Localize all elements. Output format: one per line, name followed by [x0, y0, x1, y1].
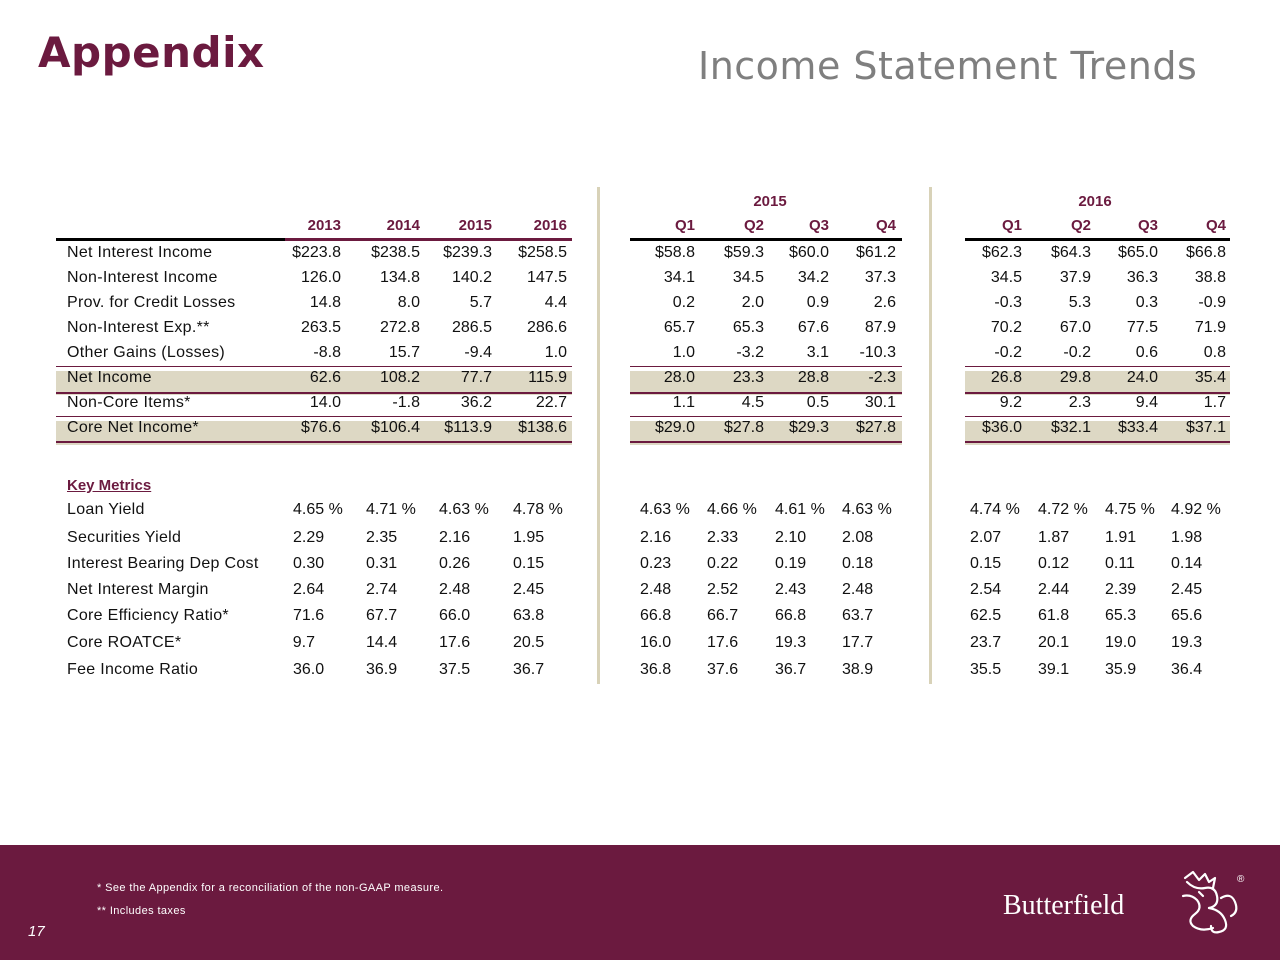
metric-q2015-value: 4.63 % [842, 501, 892, 518]
q2015-value: 65.3 [732, 319, 764, 336]
metric-q2016-value: 0.11 [1105, 555, 1135, 572]
income-row-label: Core Net Income* [67, 419, 199, 436]
q2015-value: -2.3 [868, 369, 896, 386]
metric-q2015-value: 17.6 [707, 634, 739, 651]
q2016-value: 70.2 [990, 319, 1022, 336]
metric-q2016-value: 20.1 [1038, 634, 1070, 651]
q2016-value: 24.0 [1126, 369, 1158, 386]
metric-q2016-value: 0.15 [970, 555, 1002, 572]
metric-q2015-value: 17.7 [842, 634, 874, 651]
q2015-value: 0.5 [806, 394, 829, 411]
header-year: 2013 [307, 217, 341, 234]
metric-annual-value: 67.7 [366, 607, 398, 624]
metric-q2015-value: 2.48 [640, 581, 672, 598]
q2016-value: $37.1 [1185, 419, 1226, 436]
metric-annual-value: 0.15 [513, 555, 545, 572]
section-title: Appendix [38, 28, 265, 77]
header-underline-2016 [965, 238, 1230, 241]
q2015-value: 37.3 [864, 269, 896, 286]
q2015-value: $60.0 [788, 244, 829, 261]
footer-bar [0, 845, 1280, 960]
annual-value: 286.5 [451, 319, 492, 336]
q2016-value: 9.2 [999, 394, 1022, 411]
q2015-value: 34.1 [663, 269, 695, 286]
q2016-value: $36.0 [981, 419, 1022, 436]
annual-value: 272.8 [379, 319, 420, 336]
metric-q2016-value: 65.3 [1105, 607, 1137, 624]
annual-value: 22.7 [535, 394, 567, 411]
header-year: 2016 [533, 217, 567, 234]
metric-row-label: Core Efficiency Ratio* [67, 607, 229, 624]
footnote-taxes: ** Includes taxes [97, 905, 186, 917]
annual-value: 14.0 [309, 394, 341, 411]
metric-annual-value: 36.0 [293, 661, 325, 678]
income-row-label: Non-Interest Income [67, 269, 218, 286]
metric-annual-value: 2.64 [293, 581, 325, 598]
annual-value: $138.6 [518, 419, 567, 436]
annual-value: -8.8 [313, 344, 341, 361]
row-rule [630, 416, 902, 417]
metric-q2015-value: 63.7 [842, 607, 874, 624]
annual-value: $238.5 [371, 244, 420, 261]
annual-value: $113.9 [444, 419, 492, 436]
q2015-value: 0.9 [806, 294, 829, 311]
header-2015-quarter: Q2 [743, 217, 764, 234]
header-underline-2015 [630, 238, 902, 241]
metric-q2015-value: 66.8 [775, 607, 807, 624]
metric-q2015-value: 4.63 % [640, 501, 690, 518]
metric-row-label: Securities Yield [67, 529, 182, 546]
metric-q2015-value: 4.61 % [775, 501, 825, 518]
q2016-value: 36.3 [1126, 269, 1158, 286]
metric-annual-value: 71.6 [293, 607, 325, 624]
metric-row-label: Loan Yield [67, 501, 145, 518]
row-rule [965, 366, 1230, 367]
metric-annual-value: 2.16 [439, 529, 471, 546]
metric-q2015-value: 2.08 [842, 529, 874, 546]
income-row-label: Other Gains (Losses) [67, 344, 226, 361]
metric-annual-value: 4.78 % [513, 501, 563, 518]
q2015-value: 30.1 [864, 394, 896, 411]
column-separator-left [597, 187, 600, 684]
q2015-value: $58.8 [654, 244, 695, 261]
q2015-value: $59.3 [723, 244, 764, 261]
metric-q2016-value: 39.1 [1038, 661, 1070, 678]
metric-annual-value: 2.48 [439, 581, 471, 598]
metric-row-label: Interest Bearing Dep Cost [67, 555, 259, 572]
row-rule [56, 416, 572, 417]
q2015-value: $29.3 [788, 419, 829, 436]
metric-q2016-value: 1.91 [1105, 529, 1137, 546]
metric-q2016-value: 19.3 [1171, 634, 1203, 651]
q2016-value: 77.5 [1126, 319, 1158, 336]
annual-value: 115.9 [528, 369, 567, 386]
annual-value: 140.2 [451, 269, 492, 286]
metric-q2016-value: 4.92 % [1171, 501, 1221, 518]
q2016-value: $66.8 [1185, 244, 1226, 261]
metric-q2015-value: 16.0 [640, 634, 672, 651]
header-group-2016: 2016 [1078, 193, 1112, 210]
q2016-value: 2.3 [1068, 394, 1091, 411]
q2016-value: -0.2 [1063, 344, 1091, 361]
header-underline-label [56, 238, 285, 241]
q2015-value: -10.3 [859, 344, 896, 361]
metric-annual-value: 20.5 [513, 634, 545, 651]
metric-annual-value: 36.7 [513, 661, 545, 678]
metric-q2016-value: 19.0 [1105, 634, 1137, 651]
annual-value: 62.6 [309, 369, 341, 386]
metric-row-label: Core ROATCE* [67, 634, 182, 651]
q2016-value: 38.8 [1194, 269, 1226, 286]
metric-q2016-value: 2.39 [1105, 581, 1137, 598]
q2016-value: $64.3 [1050, 244, 1091, 261]
q2016-value: 0.3 [1135, 294, 1158, 311]
income-row-label: Net Interest Income [67, 244, 213, 261]
metric-q2015-value: 4.66 % [707, 501, 757, 518]
q2016-value: 26.8 [990, 369, 1022, 386]
annual-value: $223.8 [292, 244, 341, 261]
q2016-value: 37.9 [1059, 269, 1091, 286]
page-number: 17 [28, 923, 45, 940]
q2015-value: $29.0 [654, 419, 695, 436]
annual-value: 77.7 [460, 369, 492, 386]
row-rule [965, 416, 1230, 417]
metric-annual-value: 2.45 [513, 581, 545, 598]
q2016-value: 9.4 [1135, 394, 1158, 411]
annual-value: 15.7 [388, 344, 420, 361]
metric-annual-value: 1.95 [513, 529, 545, 546]
metric-q2015-value: 2.43 [775, 581, 807, 598]
annual-value: 4.4 [544, 294, 567, 311]
q2016-value: 67.0 [1059, 319, 1091, 336]
footnote-non-gaap: * See the Appendix for a reconciliation of the non-GAAP measure. [97, 882, 444, 894]
q2015-value: 34.2 [797, 269, 829, 286]
metric-q2016-value: 4.74 % [970, 501, 1020, 518]
metric-q2015-value: 0.22 [707, 555, 739, 572]
metric-q2015-value: 36.7 [775, 661, 807, 678]
metric-q2016-value: 35.9 [1105, 661, 1137, 678]
registered-mark: ® [1237, 874, 1245, 885]
metric-annual-value: 0.31 [366, 555, 398, 572]
metric-q2015-value: 37.6 [707, 661, 739, 678]
row-rule [965, 441, 1230, 443]
metric-q2016-value: 1.98 [1171, 529, 1203, 546]
metric-q2015-value: 2.52 [707, 581, 739, 598]
butterfield-logo-text: Butterfield [1003, 890, 1125, 921]
annual-value: $106.4 [371, 419, 420, 436]
metric-q2016-value: 62.5 [970, 607, 1002, 624]
header-year: 2014 [386, 217, 420, 234]
annual-value: $76.6 [300, 419, 341, 436]
q2015-value: 23.3 [732, 369, 764, 386]
metric-q2016-value: 35.5 [970, 661, 1002, 678]
metric-annual-value: 2.29 [293, 529, 325, 546]
row-rule [56, 366, 572, 367]
annual-value: 126.0 [300, 269, 341, 286]
metric-annual-value: 14.4 [366, 634, 398, 651]
q2015-value: $27.8 [855, 419, 896, 436]
q2016-value: 0.6 [1135, 344, 1158, 361]
q2015-value: 3.1 [806, 344, 829, 361]
q2016-value: 35.4 [1194, 369, 1226, 386]
metric-annual-value: 2.35 [366, 529, 398, 546]
q2016-value: $65.0 [1117, 244, 1158, 261]
q2016-value: 5.3 [1068, 294, 1091, 311]
annual-value: 5.7 [469, 294, 492, 311]
header-group-2015: 2015 [753, 193, 787, 210]
q2015-value: 34.5 [732, 269, 764, 286]
dragon-logo-icon [1175, 868, 1247, 936]
header-2016-quarter: Q4 [1205, 217, 1226, 234]
annual-value: 8.0 [397, 294, 420, 311]
metric-q2015-value: 66.7 [707, 607, 739, 624]
header-2015-quarter: Q1 [674, 217, 695, 234]
q2016-value: 29.8 [1059, 369, 1091, 386]
q2016-value: -0.3 [994, 294, 1022, 311]
metric-annual-value: 66.0 [439, 607, 471, 624]
metric-q2016-value: 0.12 [1038, 555, 1070, 572]
metric-q2015-value: 36.8 [640, 661, 672, 678]
annual-value: 14.8 [309, 294, 341, 311]
metric-q2016-value: 2.44 [1038, 581, 1070, 598]
q2015-value: 1.0 [672, 344, 695, 361]
q2016-value: -0.9 [1198, 294, 1226, 311]
q2015-value: $27.8 [723, 419, 764, 436]
q2015-value: 87.9 [864, 319, 896, 336]
metric-q2015-value: 19.3 [775, 634, 807, 651]
metric-q2015-value: 0.19 [775, 555, 807, 572]
q2015-value: 1.1 [672, 394, 695, 411]
metric-q2015-value: 2.16 [640, 529, 672, 546]
metric-annual-value: 4.71 % [366, 501, 416, 518]
metric-q2015-value: 0.18 [842, 555, 874, 572]
metric-q2016-value: 2.07 [970, 529, 1002, 546]
q2015-value: 2.0 [741, 294, 764, 311]
metric-q2016-value: 2.45 [1171, 581, 1203, 598]
q2016-value: 34.5 [990, 269, 1022, 286]
q2015-value: 4.5 [741, 394, 764, 411]
annual-value: 36.2 [460, 394, 492, 411]
metric-q2016-value: 4.75 % [1105, 501, 1155, 518]
metric-q2016-value: 4.72 % [1038, 501, 1088, 518]
metric-q2015-value: 38.9 [842, 661, 874, 678]
q2016-value: 1.7 [1203, 394, 1226, 411]
metric-annual-value: 0.30 [293, 555, 325, 572]
q2015-value: -3.2 [736, 344, 764, 361]
header-2016-quarter: Q3 [1137, 217, 1158, 234]
metric-q2016-value: 65.6 [1171, 607, 1203, 624]
q2016-value: 71.9 [1194, 319, 1226, 336]
key-metrics-title: Key Metrics [67, 477, 152, 494]
q2016-value: $62.3 [981, 244, 1022, 261]
q2015-value: 2.6 [873, 294, 896, 311]
metric-q2016-value: 0.14 [1171, 555, 1203, 572]
header-2016-quarter: Q2 [1070, 217, 1091, 234]
annual-value: 147.5 [526, 269, 567, 286]
metric-q2015-value: 2.33 [707, 529, 739, 546]
metric-q2016-value: 2.54 [970, 581, 1002, 598]
annual-value: -1.8 [392, 394, 420, 411]
header-2015-quarter: Q3 [808, 217, 829, 234]
annual-value: 134.8 [379, 269, 420, 286]
metric-annual-value: 37.5 [439, 661, 471, 678]
header-underline-annual [285, 238, 572, 241]
annual-value: $239.3 [443, 244, 492, 261]
header-2015-quarter: Q4 [875, 217, 896, 234]
metric-annual-value: 9.7 [292, 634, 315, 651]
metric-row-label: Fee Income Ratio [67, 661, 199, 678]
annual-value: 286.6 [526, 319, 567, 336]
metric-q2016-value: 61.8 [1038, 607, 1070, 624]
q2015-value: 67.6 [797, 319, 829, 336]
annual-value: 263.5 [300, 319, 341, 336]
metric-q2015-value: 2.10 [775, 529, 807, 546]
income-row-label: Prov. for Credit Losses [67, 294, 236, 311]
annual-value: 108.2 [379, 369, 420, 386]
metric-q2015-value: 66.8 [640, 607, 672, 624]
metric-annual-value: 2.74 [366, 581, 398, 598]
metric-q2015-value: 0.23 [640, 555, 672, 572]
page-title: Income Statement Trends [698, 44, 1198, 88]
income-row-label: Non-Interest Exp.** [67, 319, 210, 336]
metric-annual-value: 0.26 [439, 555, 471, 572]
annual-value: $258.5 [518, 244, 567, 261]
column-separator-right [929, 187, 932, 684]
q2016-value: -0.2 [994, 344, 1022, 361]
metric-annual-value: 4.65 % [293, 501, 343, 518]
q2015-value: 28.8 [797, 369, 829, 386]
metric-q2015-value: 2.48 [842, 581, 874, 598]
q2015-value: 65.7 [663, 319, 695, 336]
income-row-label: Net Income [67, 369, 152, 386]
q2015-value: $61.2 [855, 244, 896, 261]
q2015-value: 0.2 [672, 294, 695, 311]
income-row-label: Non-Core Items* [67, 394, 191, 411]
header-year: 2015 [458, 217, 492, 234]
row-rule [56, 441, 572, 443]
q2016-value: 0.8 [1203, 344, 1226, 361]
metric-annual-value: 4.63 % [439, 501, 489, 518]
row-rule [630, 441, 902, 443]
row-rule [630, 366, 902, 367]
q2016-value: $32.1 [1050, 419, 1091, 436]
metric-q2016-value: 36.4 [1171, 661, 1203, 678]
annual-value: -9.4 [464, 344, 492, 361]
metric-annual-value: 63.8 [513, 607, 545, 624]
q2015-value: 28.0 [663, 369, 695, 386]
metric-annual-value: 17.6 [439, 634, 471, 651]
metric-q2016-value: 23.7 [970, 634, 1002, 651]
q2016-value: $33.4 [1117, 419, 1158, 436]
metric-q2016-value: 1.87 [1038, 529, 1070, 546]
metric-annual-value: 36.9 [366, 661, 398, 678]
annual-value: 1.0 [544, 344, 567, 361]
metric-row-label: Net Interest Margin [67, 581, 209, 598]
header-2016-quarter: Q1 [1001, 217, 1022, 234]
